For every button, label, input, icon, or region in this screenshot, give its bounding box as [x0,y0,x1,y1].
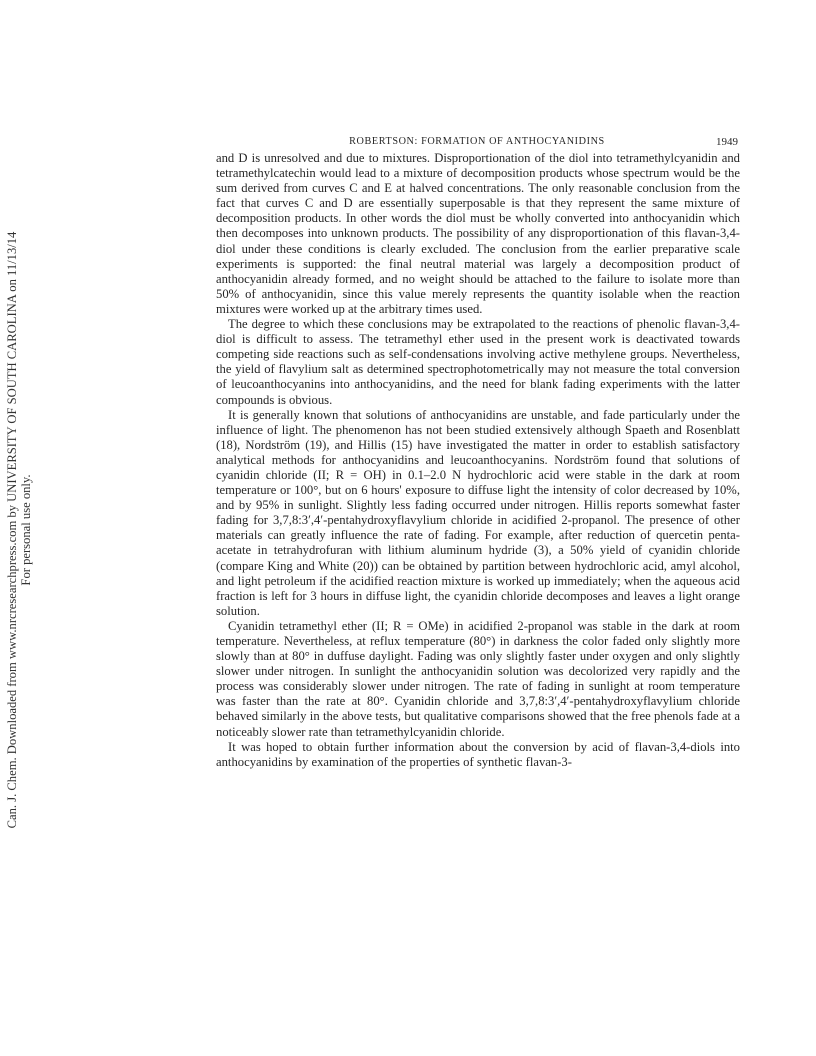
page-header [216,135,738,149]
article-body [216,151,740,770]
personal-use-notice: For personal use only. [19,474,33,586]
paragraph-1: and D is unresolved and due to mixtures. Disproportionation of the diol into tetramethylcyanidin and tetramethylcatechin would lead to a mixture of decomposition products whose spectrum would be the sum derived from curves C and E at halved concentrations. The only reasonable conclusion from the fact that curves C and D are essentially superposable is that they represent the same mixture of decomposition products. In other words the diol must be wholly converted into anthocyanidin which then decomposes into unknown products. The possibility of any disproportionation of this flavan-3,4-diol under these conditions is clearly excluded. The conclusion from the earlier preparative scale experiments is supported: the final neutral material was largely a decomposition product of anthocyanidin already formed, and no weight should be attached to the failure to isolate more than 50% of anthocyanidin, since this value merely represents the quantity isolable when the reaction mixtures were worked up at the arbitrary times used. [216,151,740,316]
download-watermark [0,0,34,1056]
paragraph-2: The degree to which these conclusions may be extrapolated to the reactions of phenolic flavan-3,4-diol is difficult to assess. The tetramethyl ether used in the present work is deactivated towards competing side reactions such as self-condensations involving active methylene groups. Nevertheless, the yield of flavylium salt as determined spectrophotometrically may not measure the total conversion of leucoanthocyanins into anthocyanidins, and the need for blank fading experiments with the latter compounds is obvious. [216,317,740,407]
paragraph-3: It is generally known that solutions of anthocyanidins are unstable, and fade particularly under the influence of light. The phenomenon has not been studied extensively although Spaeth and Rosenblatt (18), Nordström (19), and Hillis (15) have investigated the matter in order to establish satisfactory analytical methods for anthocyanidins and leucoanthocyanins. Nordström found that solutions of cyanidin chloride (II; R = OH) in 0.1–2.0 N hydrochloric acid were stable in the dark at room temperature or 100°, but on 6 hours' exposure to diffuse light the intensity of color decreased by 10%, and by 95% in sunlight. Slightly less fading occurred under nitrogen. Hillis reports somewhat faster fading for 3,7,8:3′,4′-pentahydroxyflavylium chloride in acidified 2-propanol. The presence of other materials can greatly influence the rate of fading. For example, after reduction of quercetin penta-acetate in tetrahydrofuran with lithium aluminum hydride (3), a 50% yield of cyanidin chloride (compare King and White (20)) can be obtained by partition between hydrochloric acid, amyl alcohol, and light petroleum if the acidified reaction mixture is worked up immediately; when the aqueous acid fraction is left for 3 hours in diffuse light, the cyanidin chloride decomposes and leaves a light orange solution. [216,407,740,618]
download-notice: Can. J. Chem. Downloaded from www.nrcresearchpress.com by UNIVERSITY OF SOUTH CAROLINA on 11/13/14 [5,231,19,829]
paragraph-4: Cyanidin tetramethyl ether (II; R = OMe) in acidified 2-propanol was stable in the dark at room temperature. Nevertheless, at reflux temperature (80°) in darkness the color faded only slightly more slowly than at 80° in duffuse daylight. Fading was only slightly faster under oxygen and only slightly slower under nitrogen. In sunlight the anthocyanidin solution was decolorized very rapidly and the process was considerably slower under nitrogen. The rate of fading in sunlight at room temperature was faster than the rate at 80°. Cyanidin chloride and 3,7,8:3′,4′-pentahydroxyflavylium chloride behaved similarly in the above tests, but qualitative comparisons showed that the free phenols fade at a noticeably slower rate than tetramethylcyanidin chloride. [216,618,740,739]
paragraph-5: It was hoped to obtain further information about the conversion by acid of flavan-3,4-diols into anthocyanidins by examination of the properties of synthetic flavan-3- [216,739,740,769]
page-number: 1949 [716,136,738,148]
running-head: ROBERTSON: FORMATION OF ANTHOCYANIDINS [349,136,605,147]
